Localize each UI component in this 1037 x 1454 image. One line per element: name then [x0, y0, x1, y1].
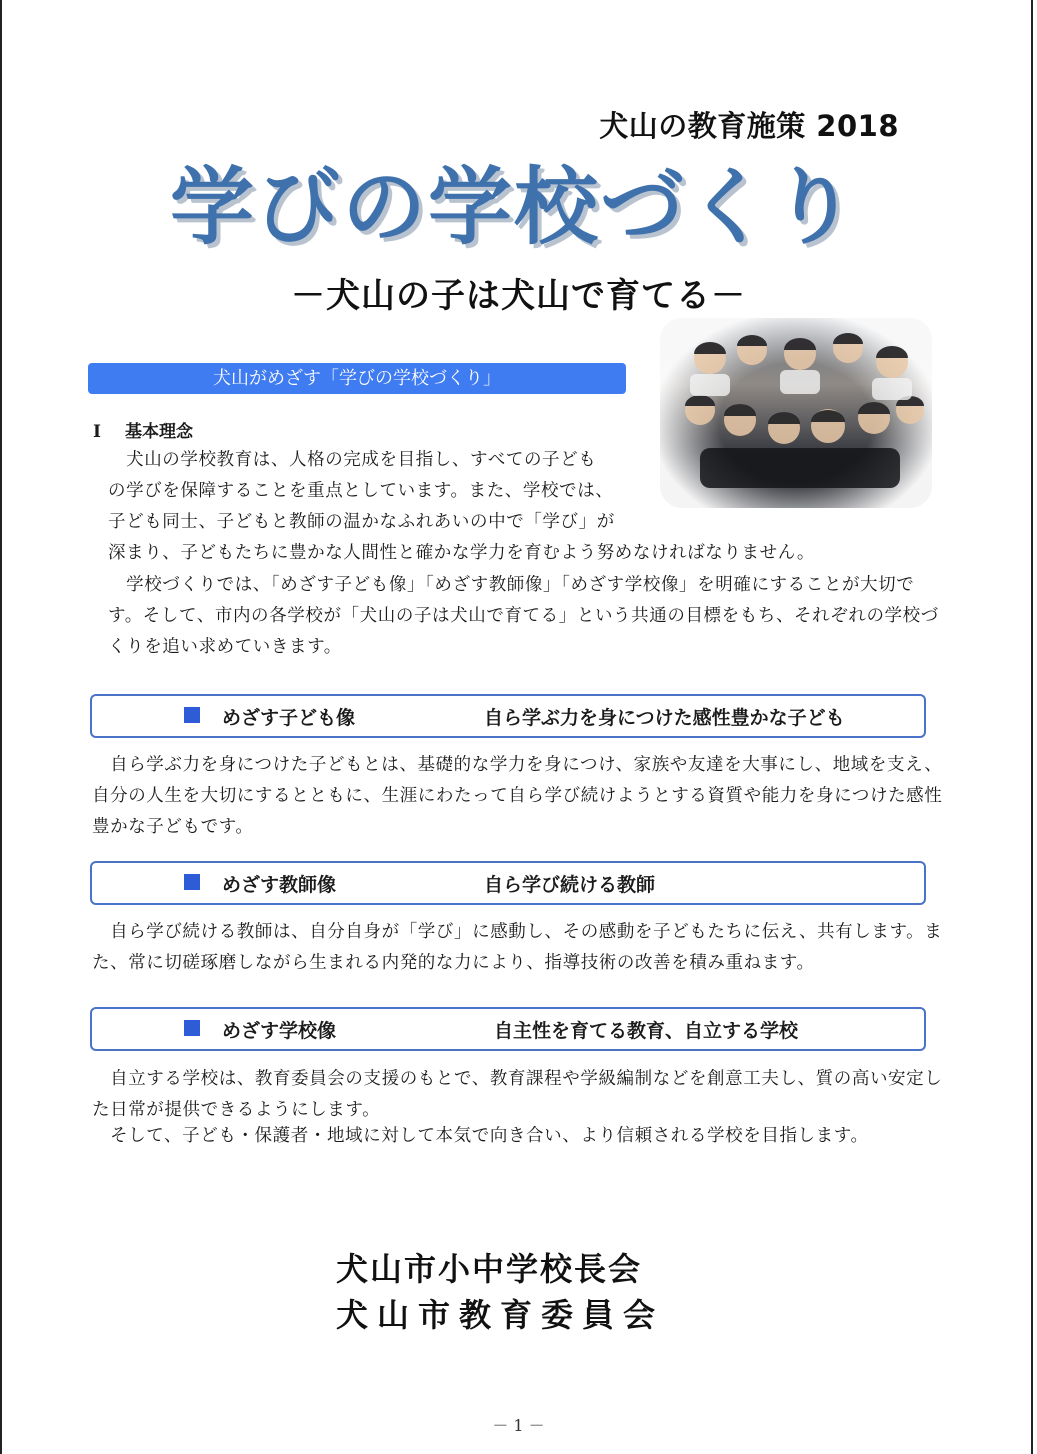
square-bullet-icon	[184, 1020, 200, 1036]
section-heading-label: 基本理念	[125, 422, 193, 442]
page-border-right	[1031, 0, 1033, 1454]
philosophy-line: の学びを保障することを重点としています。また、学校では、	[108, 481, 614, 501]
goal-description-child: 自ら学ぶ力を身につけた子どもとは、基礎的な学力を身につけ、家族や友達を大事にし、地域を支え、自分の人生を大切にするとともに、生涯にわたって自ら学び続けようとする資質や能力を身につけた感性豊かな子どもです。	[92, 755, 943, 837]
document-title: 学びの学校づくり	[170, 158, 859, 256]
goal-box-child	[90, 694, 926, 738]
philosophy-paragraph-2: 学校づくりでは、「めざす子ども像」「めざす教師像」「めざす学校像」を明確にすることが大切です。そして、市内の各学校が「犬山の子は犬山で育てる」という共通の目標をもち、それぞれの学校づくりを追い求めていきます。	[108, 575, 939, 657]
goal-label: めざす子ども像	[222, 707, 356, 729]
philosophy-line: 犬山の学校教育は、人格の完成を目指し、すべての子ども	[108, 450, 597, 470]
section-number: Ⅰ	[93, 422, 101, 442]
goal-box-school	[90, 1007, 926, 1051]
page-number: － 1 －	[492, 1416, 545, 1435]
goal-description-teacher: 自ら学び続ける教師は、自分自身が「学び」に感動し、その感動を子どもたちに伝え、共有します。また、常に切磋琢磨しながら生まれる内発的な力により、指導技術の改善を積み重ねます。	[92, 922, 943, 973]
document-subtitle: 犬山の教育施策 2018	[599, 109, 899, 143]
document-tagline: －犬山の子は犬山で育てる－	[291, 276, 746, 316]
section-heading-basic-philosophy	[93, 417, 193, 442]
organization-principals: 犬山市小中学校長会	[336, 1250, 643, 1288]
goal-description-school-2: そして、子ども・保護者・地域に対して本気で向き合い、より信頼される学校を目指します。	[92, 1126, 869, 1146]
goal-box-teacher	[90, 861, 926, 905]
goal-description-school: 自立する学校は、教育委員会の支援のもとで、教育課程や学級編制などを創意工夫し、質の高い安定した日常が提供できるようにします。	[92, 1069, 943, 1120]
square-bullet-icon	[184, 874, 200, 890]
goal-value: 自ら学ぶ力を身につけた感性豊かな子ども	[484, 707, 845, 729]
philosophy-paragraph-1-tail: 深まり、子どもたちに豊かな人間性と確かな学力を育むよう努めなければなりません。	[108, 543, 815, 563]
students-photo	[660, 318, 932, 508]
page-border-left	[0, 0, 2, 1454]
philosophy-paragraph-1	[108, 445, 643, 538]
square-bullet-icon	[184, 707, 200, 723]
goal-label: めざす学校像	[222, 1020, 337, 1042]
goal-value: 自主性を育てる教育、自立する学校	[494, 1020, 799, 1042]
goal-label: めざす教師像	[222, 874, 337, 896]
section-banner: 犬山がめざす「学びの学校づくり」	[88, 363, 626, 394]
philosophy-line: 子ども同士、子どもと教師の温かなふれあいの中で「学び」が	[108, 512, 615, 532]
goal-value: 自ら学び続ける教師	[484, 874, 656, 896]
students-photo-illustration	[660, 318, 932, 508]
organization-board: 犬山市教育委員会	[336, 1296, 665, 1334]
